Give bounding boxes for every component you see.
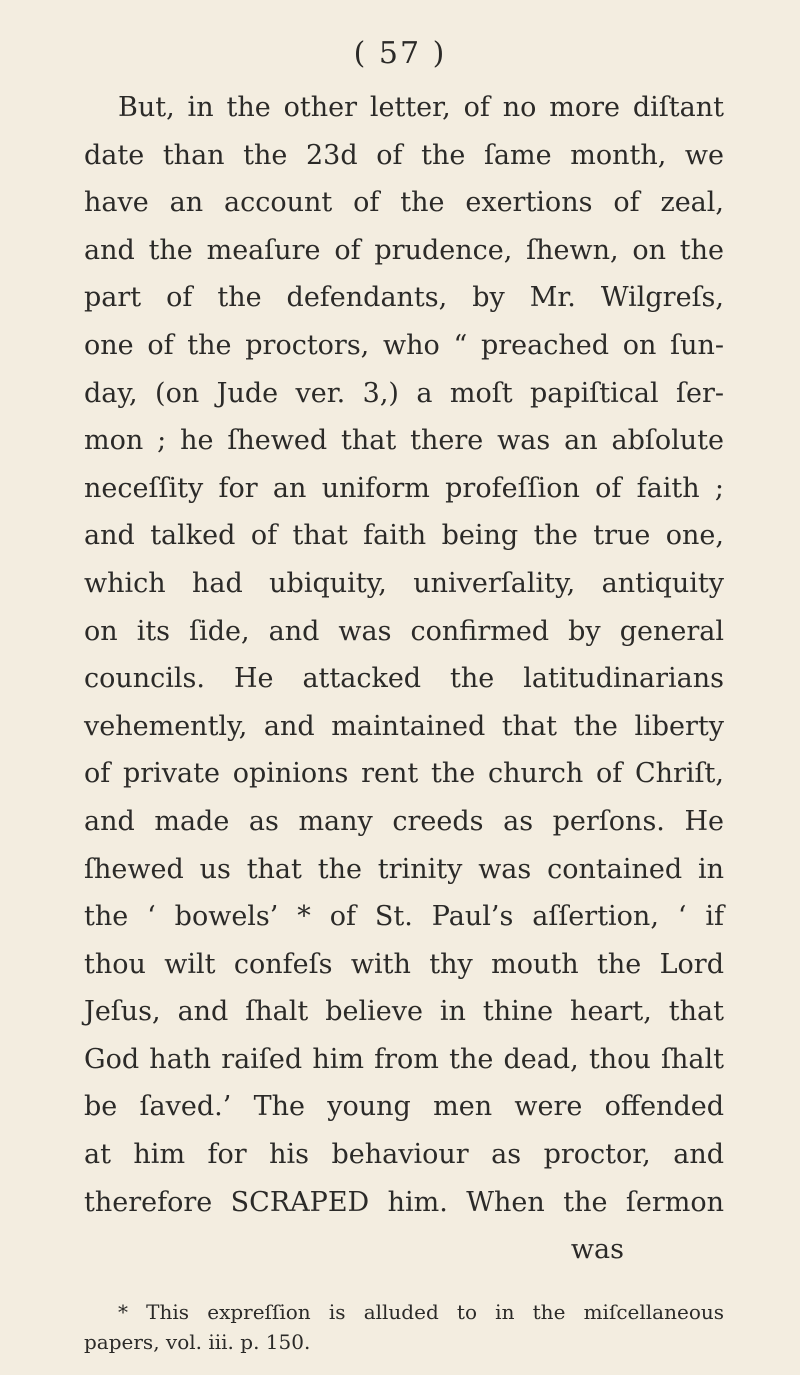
text-line: and made as many creeds as perſons. He [84, 805, 724, 837]
page-number: ( 57 ) [353, 36, 447, 71]
text-line: thou wilt confeſs with thy mouth the Lord [84, 948, 724, 980]
text-line: vehemently, and maintained that the liberty [84, 710, 724, 742]
text-line: mon ; he ſhewed that there was an abſolute [84, 425, 724, 457]
text-line: Jeſus, and ſhalt believe in thine heart, that [84, 996, 724, 1028]
text-line: God hath raiſed him from the dead, thou ſhalt [84, 1043, 724, 1075]
text-line: the ‘ bowels’ * of St. Paul’s aſſertion, ‘ if [84, 901, 724, 933]
text-line: councils. He attacked the latitudinarians [84, 663, 724, 695]
text-line: one of the proctors, who “ preached on ſun- [84, 329, 724, 361]
text-line: be ſaved.’ The young men were offended [84, 1091, 724, 1123]
text-line: date than the 23d of the ſame month, we [84, 139, 724, 171]
catchword: was [570, 1234, 624, 1266]
text-line: and talked of that faith being the true one, [84, 520, 724, 552]
text-line: ſhewed us that the trinity was contained in [84, 853, 724, 885]
text-line: of private opinions rent the church of Chriſt, [84, 758, 724, 790]
text-line: have an account of the exertions of zeal, [84, 187, 724, 219]
footnote-line: * This expreſſion is alluded to in the miſcellaneous [118, 1300, 724, 1324]
text-line: neceſſity for an uniform profeſſion of faith ; [84, 472, 724, 504]
text-line: therefore SCRAPED him. When the ſermon [84, 1186, 724, 1218]
text-line: at him for his behaviour as proctor, and [84, 1139, 724, 1171]
text-line: part of the defendants, by Mr. Wilgreſs, [84, 282, 724, 314]
text-line: But, in the other letter, of no more diſtant [118, 92, 724, 123]
text-line: which had ubiquity, univerſality, antiquity [84, 567, 724, 599]
text-line: day, (on Jude ver. 3,) a moſt papiſtical ſer- [84, 377, 724, 409]
footnote-line: papers, vol. iii. p. 150. [84, 1330, 311, 1354]
text-line: on its ſide, and was confirmed by general [84, 615, 724, 647]
text-line: and the meaſure of prudence, ſhewn, on the [84, 234, 724, 266]
body-text [84, 84, 724, 1274]
footnote [84, 1297, 724, 1357]
